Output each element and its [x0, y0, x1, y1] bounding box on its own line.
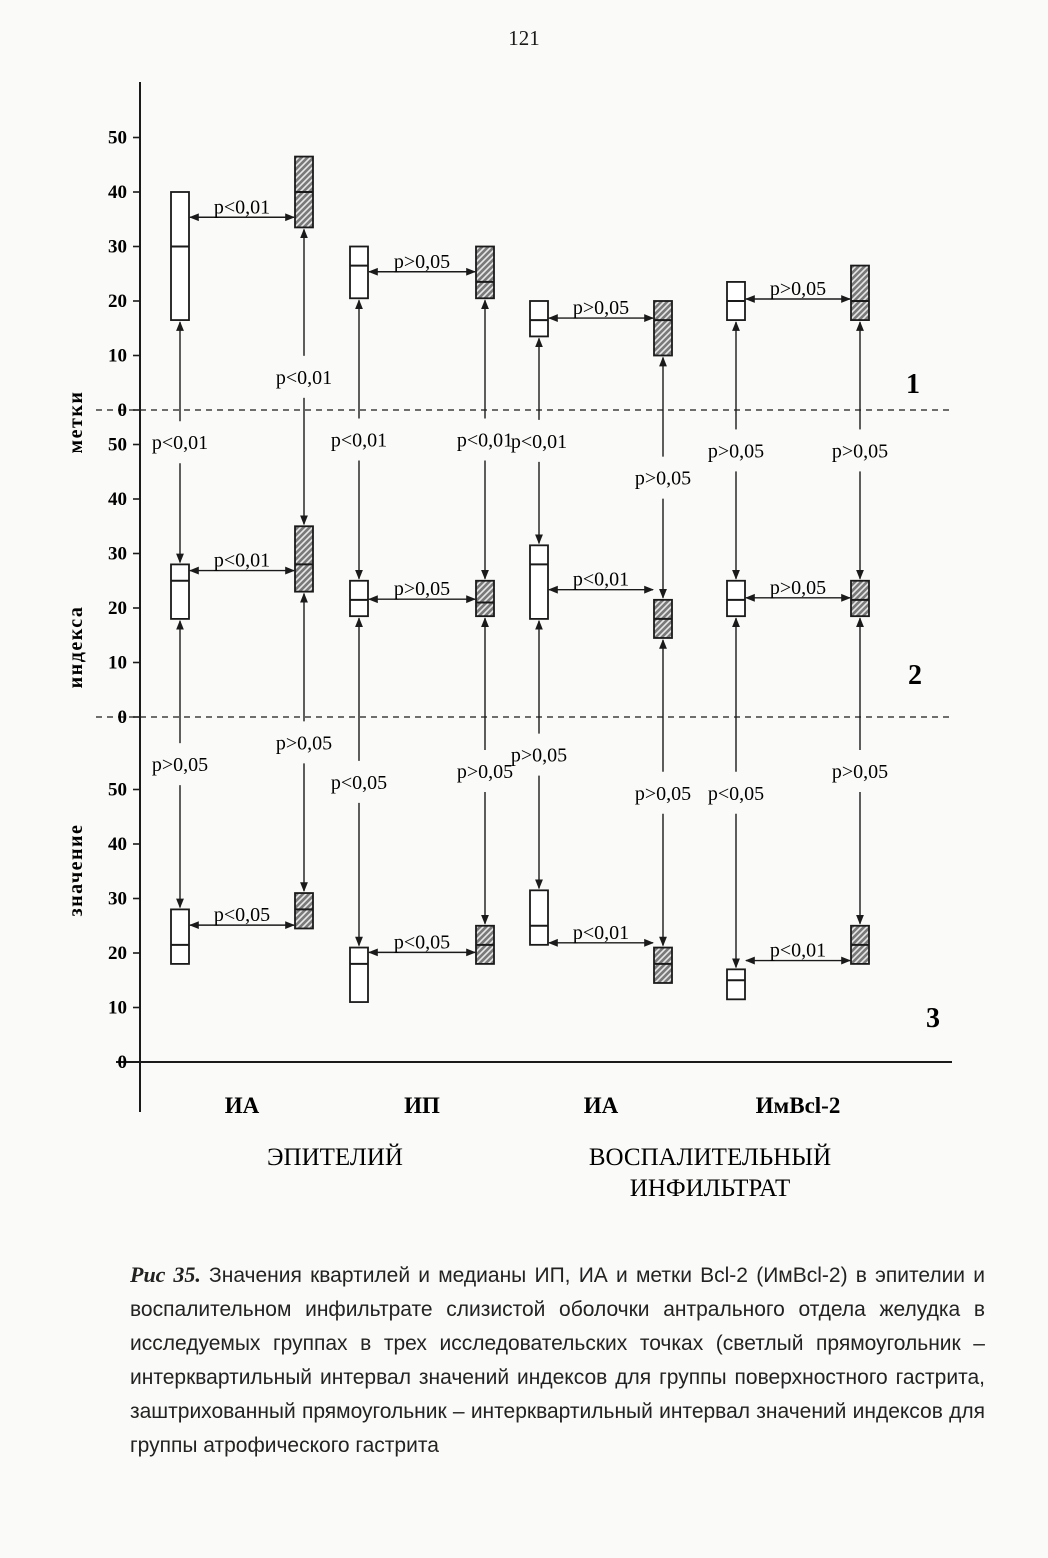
y-axis-title: метки	[65, 390, 87, 454]
comparison-label: p>0,05	[769, 278, 827, 300]
open-box	[530, 545, 548, 619]
x-category-label: ИП	[404, 1093, 440, 1118]
y-tick-label: 50	[108, 127, 127, 149]
comparison-label: p>0,05	[393, 250, 451, 273]
comparison-label: p<0,01	[572, 921, 630, 944]
comparison-label: p<0,05	[393, 931, 451, 954]
comparison-label: p>0,05	[456, 760, 514, 783]
y-axis-title: индекса	[65, 605, 87, 689]
comparison-label: p>0,05	[707, 440, 765, 463]
y-axis-title: значение	[65, 823, 87, 917]
comparison-label: p>0,05	[510, 744, 568, 767]
comparison-label: p>0,05	[634, 782, 692, 805]
open-box	[171, 192, 189, 320]
caption-text: Значения квартилей и медианы ИП, ИА и метки Bcl-2 (ИмBcl-2) в эпителии и воспалительном инфильтрате слизистой оболочки антрального отдела желудка в исследуемых группах в трех исследовательских точках (светлый прямоугольник – интерквартильный интервал значений индексов для группы поверхностного гастрита, заштрихованный прямоугольник – интерквартильный интервал значений индексов для группы атрофического гастрита	[130, 1264, 985, 1457]
hatched-box	[654, 301, 672, 356]
caption-label: Рис 35.	[130, 1262, 201, 1287]
comparison-label: p>0,05	[634, 467, 692, 490]
x-group-label: ЭПИТЕЛИЙ	[267, 1144, 403, 1171]
y-tick-label: 50	[108, 434, 127, 456]
comparison-label: p<0,05	[213, 904, 271, 927]
comparison-label: p<0,01	[330, 429, 388, 452]
comparison-label: p<0,01	[456, 429, 514, 452]
hatched-box	[654, 948, 672, 983]
comparison-label: p>0,05	[393, 578, 451, 601]
hatched-box	[295, 893, 313, 928]
x-category-label: ИА	[224, 1093, 260, 1118]
hatched-box	[851, 581, 869, 616]
panel-label: 2	[908, 660, 922, 691]
hatched-box	[851, 266, 869, 321]
x-group-label: ИНФИЛЬТРАТ	[629, 1175, 791, 1202]
open-box	[350, 948, 368, 1003]
open-box	[350, 581, 368, 616]
y-tick-label: 20	[108, 291, 127, 312]
x-category-label: ИА	[583, 1093, 619, 1118]
hatched-box	[476, 247, 494, 299]
y-tick-label: 0	[117, 1052, 127, 1073]
comparison-label: p>0,05	[831, 760, 889, 783]
open-box	[171, 564, 189, 619]
comparison-label: p<0,01	[769, 939, 827, 962]
y-tick-label: 0	[117, 707, 127, 728]
x-category-label: ИмBcl-2	[755, 1093, 841, 1118]
comparison-label: p<0,05	[330, 771, 388, 794]
comparison-label: p>0,05	[572, 297, 630, 320]
y-tick-label: 40	[108, 182, 127, 203]
panel-label: 1	[906, 369, 920, 400]
figure-caption	[130, 1258, 985, 1463]
y-tick-label: 30	[108, 236, 127, 258]
open-box	[727, 969, 745, 999]
y-tick-label: 40	[108, 834, 127, 855]
comparison-label: p<0,05	[707, 782, 765, 805]
y-tick-label: 10	[108, 997, 127, 1019]
open-box	[530, 890, 548, 945]
y-tick-label: 50	[108, 779, 127, 801]
y-tick-label: 30	[108, 543, 127, 565]
x-group-label: ВОСПАЛИТЕЛЬНЫЙ	[588, 1144, 832, 1171]
panel-label: 3	[926, 1003, 940, 1034]
open-box	[727, 581, 745, 616]
hatched-box	[295, 526, 313, 591]
y-tick-label: 20	[108, 943, 127, 964]
comparison-label: p<0,01	[151, 432, 209, 455]
y-tick-label: 0	[117, 400, 127, 421]
y-tick-label: 10	[108, 652, 127, 674]
open-box	[350, 247, 368, 299]
comparison-label: p<0,01	[213, 549, 271, 572]
comparison-label: p<0,01	[275, 366, 333, 389]
y-tick-label: 10	[108, 345, 127, 367]
y-tick-label: 40	[108, 489, 127, 510]
open-box	[530, 301, 548, 336]
y-tick-label: 20	[108, 598, 127, 619]
comparison-label: p<0,01	[213, 196, 271, 219]
page-number: 121	[508, 26, 540, 50]
comparison-label: p<0,01	[572, 568, 630, 591]
hatched-box	[476, 581, 494, 616]
comparison-label: p>0,05	[275, 732, 333, 755]
comparison-label: p>0,05	[151, 754, 209, 777]
open-box	[171, 909, 189, 964]
comparison-label: p<0,01	[510, 430, 568, 453]
comparison-label: p>0,05	[769, 576, 827, 599]
comparison-label: p>0,05	[831, 440, 889, 463]
y-tick-label: 30	[108, 888, 127, 910]
